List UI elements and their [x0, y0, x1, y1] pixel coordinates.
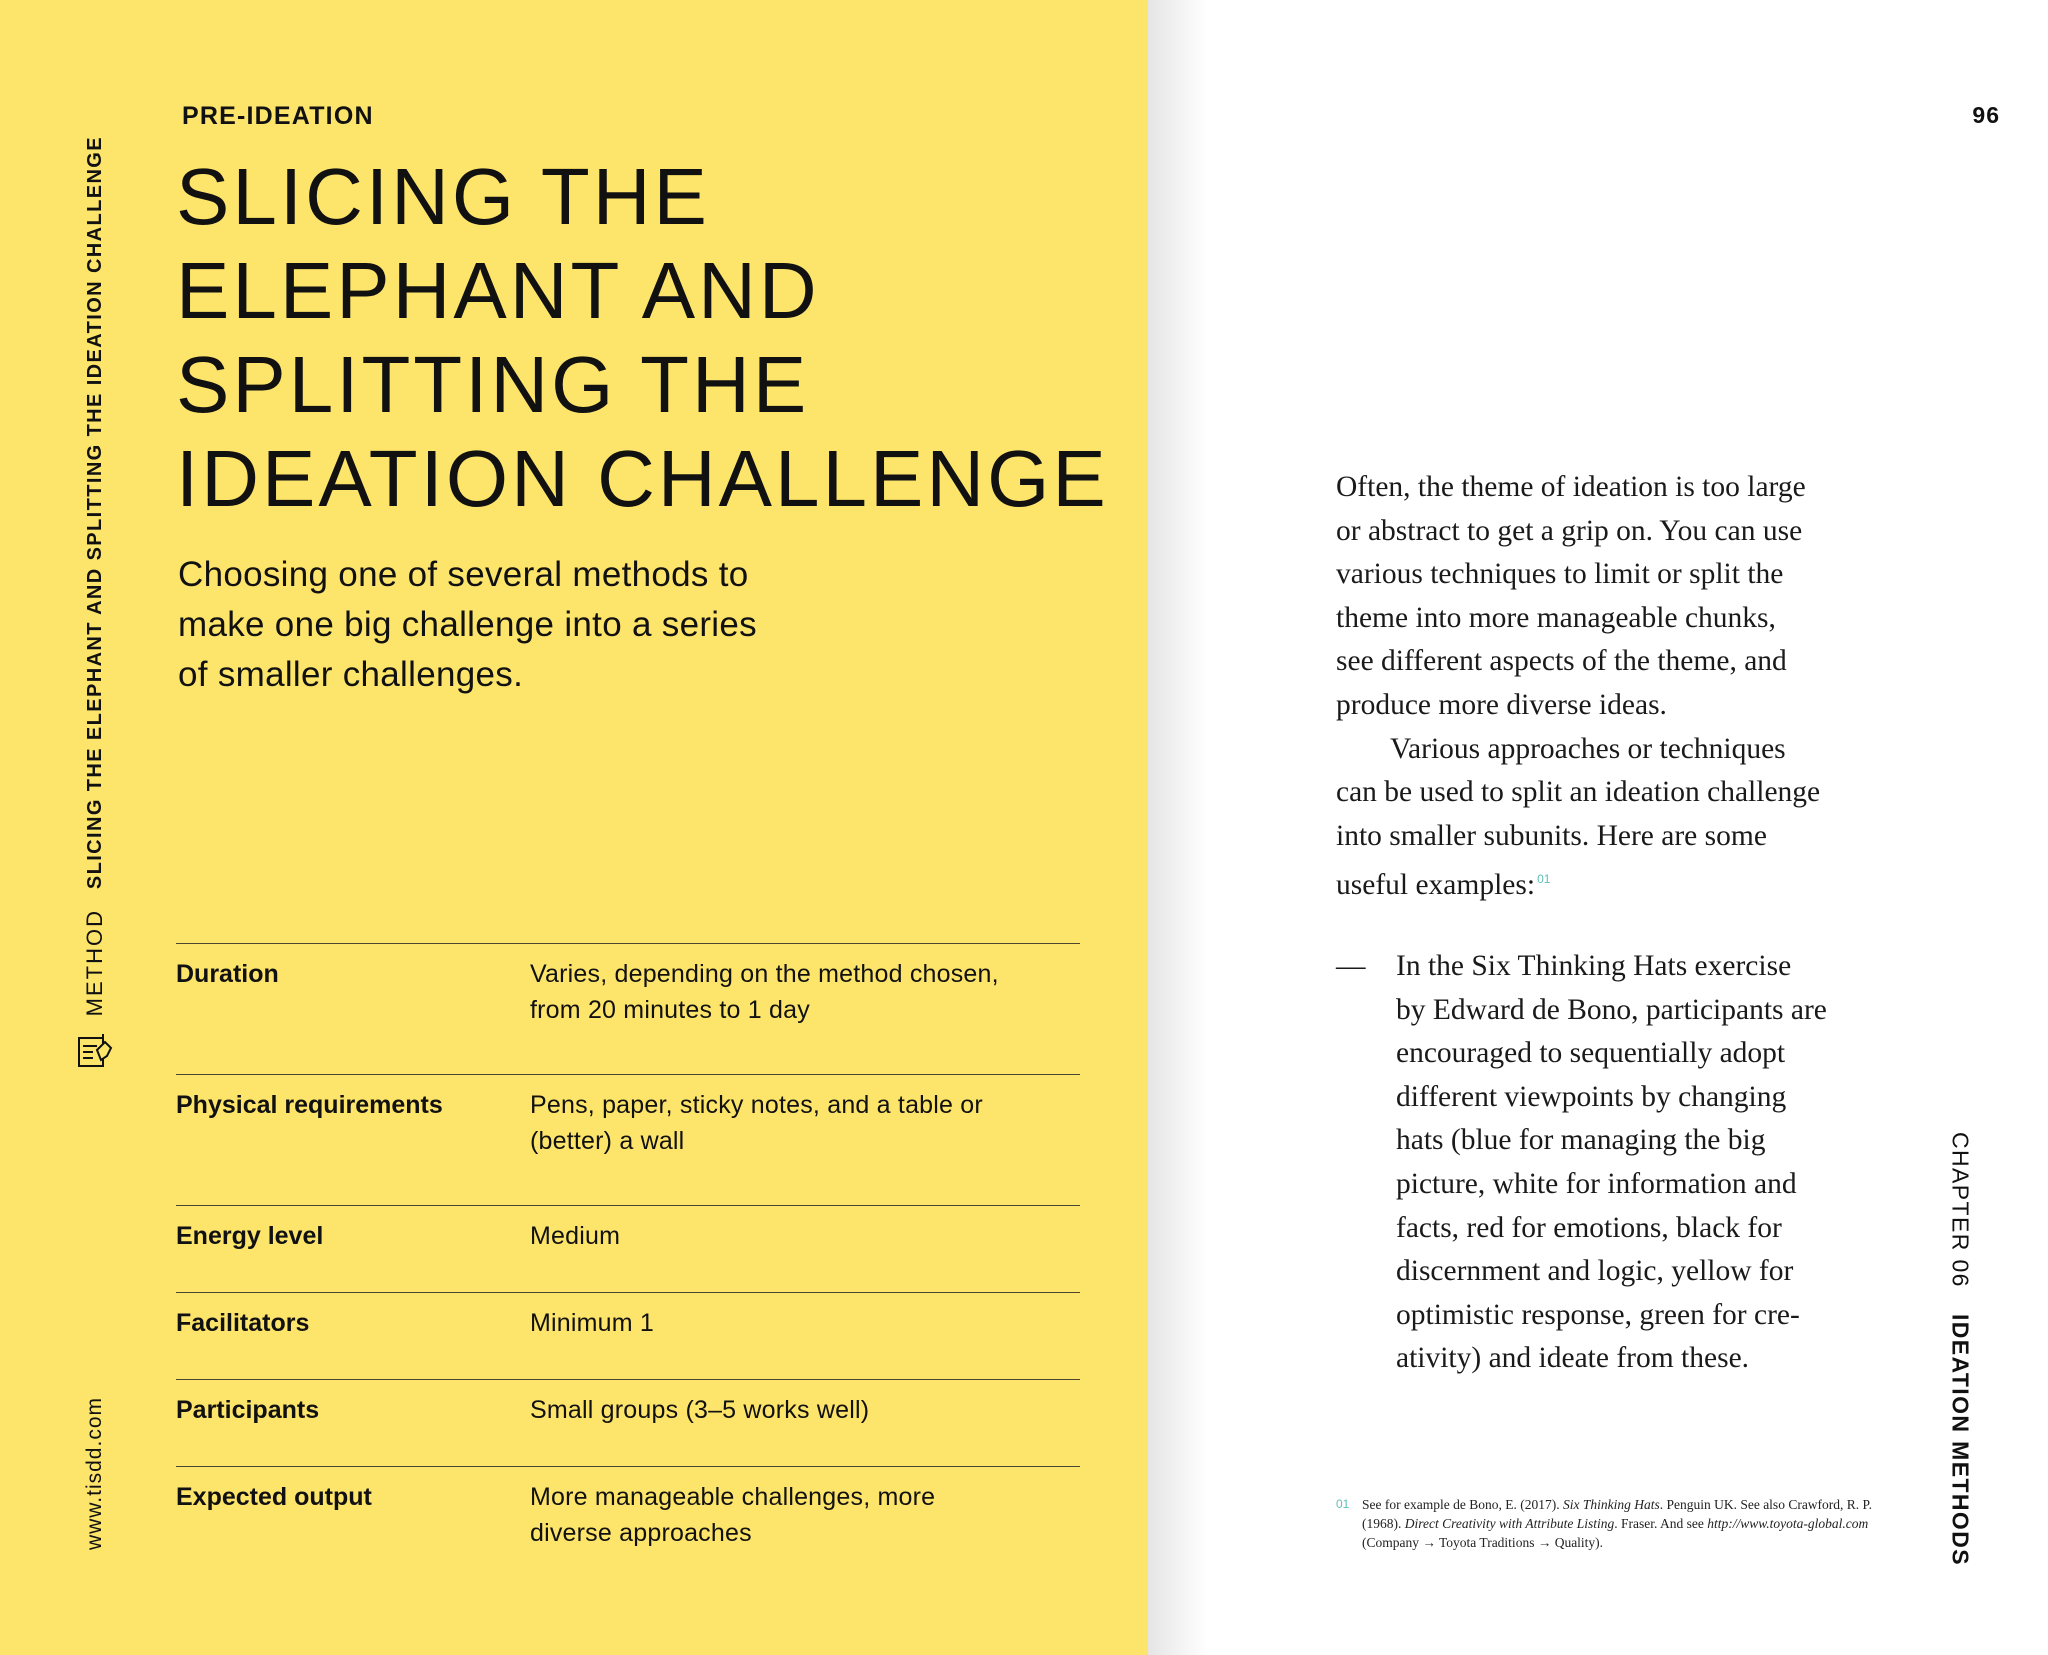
row-key: Duration [176, 960, 279, 988]
side-method-title: SLICING THE ELEPHANT AND SPLITTING THE IDEATION CHALLENGE [83, 135, 106, 889]
table-row-energy-level [176, 1206, 1080, 1293]
row-key: Facilitators [176, 1309, 310, 1337]
page-number: 96 [1972, 102, 2000, 128]
value-line: diverse approaches [530, 1519, 752, 1547]
row-value [530, 956, 1080, 1074]
chapter-strip [1930, 1132, 1990, 1566]
value-line: Pens, paper, sticky notes, and a table or [530, 1091, 983, 1119]
value-line: Minimum 1 [530, 1309, 655, 1337]
paragraph-1: Often, the theme of ideation is too large or abstract to get a grip on. You can use various techniques to limit or split the theme into more manageable chunks, see different aspects of the theme, and produce more diverse ideas. [1336, 471, 1806, 721]
table-row-facilitators [176, 1293, 1080, 1380]
value-line: Small groups (3–5 works well) [530, 1396, 870, 1424]
subtitle-line: of smaller challenges. [178, 655, 524, 694]
row-value [530, 1392, 1080, 1466]
subtitle [178, 550, 878, 700]
row-key: Participants [176, 1396, 320, 1424]
footnote [1336, 1495, 1876, 1552]
table-row-physical-requirements [176, 1075, 1080, 1206]
page-title [176, 150, 1116, 526]
bullet-dash: — [1336, 950, 1366, 982]
row-value [530, 1087, 1080, 1205]
website-link[interactable]: www.tisdd.com [83, 1396, 106, 1550]
side-strip [66, 110, 124, 1070]
method-info-table [176, 943, 1080, 1567]
footnote-number: 01 [1336, 1497, 1350, 1511]
paragraph-2: Various approaches or techniques can be used to split an ideation challenge into smaller subunits. Here are some useful examples: $^{01}$ [1336, 732, 1821, 902]
book-spine-shadow [1148, 0, 1208, 1655]
body-text [1336, 466, 1896, 908]
side-method-label: METHOD [82, 908, 107, 1016]
row-key: Energy level [176, 1222, 324, 1250]
chapter-marker [1947, 1132, 1974, 1566]
table-row-duration [176, 944, 1080, 1075]
title-line: SPLITTING THE [176, 340, 810, 429]
title-line: SLICING THE [176, 152, 710, 241]
value-line: More manageable challenges, more [530, 1483, 936, 1511]
row-value [530, 1305, 1080, 1379]
row-key: Expected output [176, 1483, 372, 1511]
bullet-text: In the Six Thinking Hats exercise by Edward de Bono, participants are encouraged to sequentially adopt different viewpoints by changing hats (blue for managing the big picture, white for information and facts, red for emotions, black for discernment and logic, yellow for optimistic response, green for cre- ativity) and ideate from these. [1396, 950, 1827, 1375]
footnote-link[interactable]: http://www.toyota-global.com [1707, 1516, 1869, 1531]
chapter-title: IDEATION METHODS [1947, 1313, 1974, 1566]
value-line: Varies, depending on the method chosen, [530, 960, 999, 988]
footnote-text: See for example de Bono, E. (2017). Six Thinking Hats. Penguin UK. See also Crawford, R. P. (1968). Direct Creativity with Attribute Listing. Fraser. And see http://www.toyota-global.com (Company → Toyota Traditions → Quality). [1362, 1497, 1872, 1550]
value-line: Medium [530, 1222, 621, 1250]
subtitle-line: Choosing one of several methods to [178, 555, 749, 594]
side-url [66, 1380, 124, 1550]
title-line: IDEATION CHALLENGE [176, 434, 1109, 523]
bullet-item [1336, 945, 1926, 1381]
method-card-icon [75, 1030, 115, 1070]
table-row-participants [176, 1380, 1080, 1467]
title-line: ELEPHANT AND [176, 246, 820, 335]
chapter-label: CHAPTER 06 [1947, 1132, 1974, 1288]
row-key: Physical requirements [176, 1091, 443, 1119]
row-value [530, 1479, 1080, 1567]
row-value [530, 1218, 1080, 1292]
value-line: from 20 minutes to 1 day [530, 996, 810, 1024]
footnote-reference[interactable]: 01 [1537, 872, 1551, 887]
section-kicker: PRE-IDEATION [182, 102, 374, 130]
subtitle-line: make one big challenge into a series [178, 605, 757, 644]
table-row-expected-output [176, 1467, 1080, 1567]
value-line: (better) a wall [530, 1127, 685, 1155]
